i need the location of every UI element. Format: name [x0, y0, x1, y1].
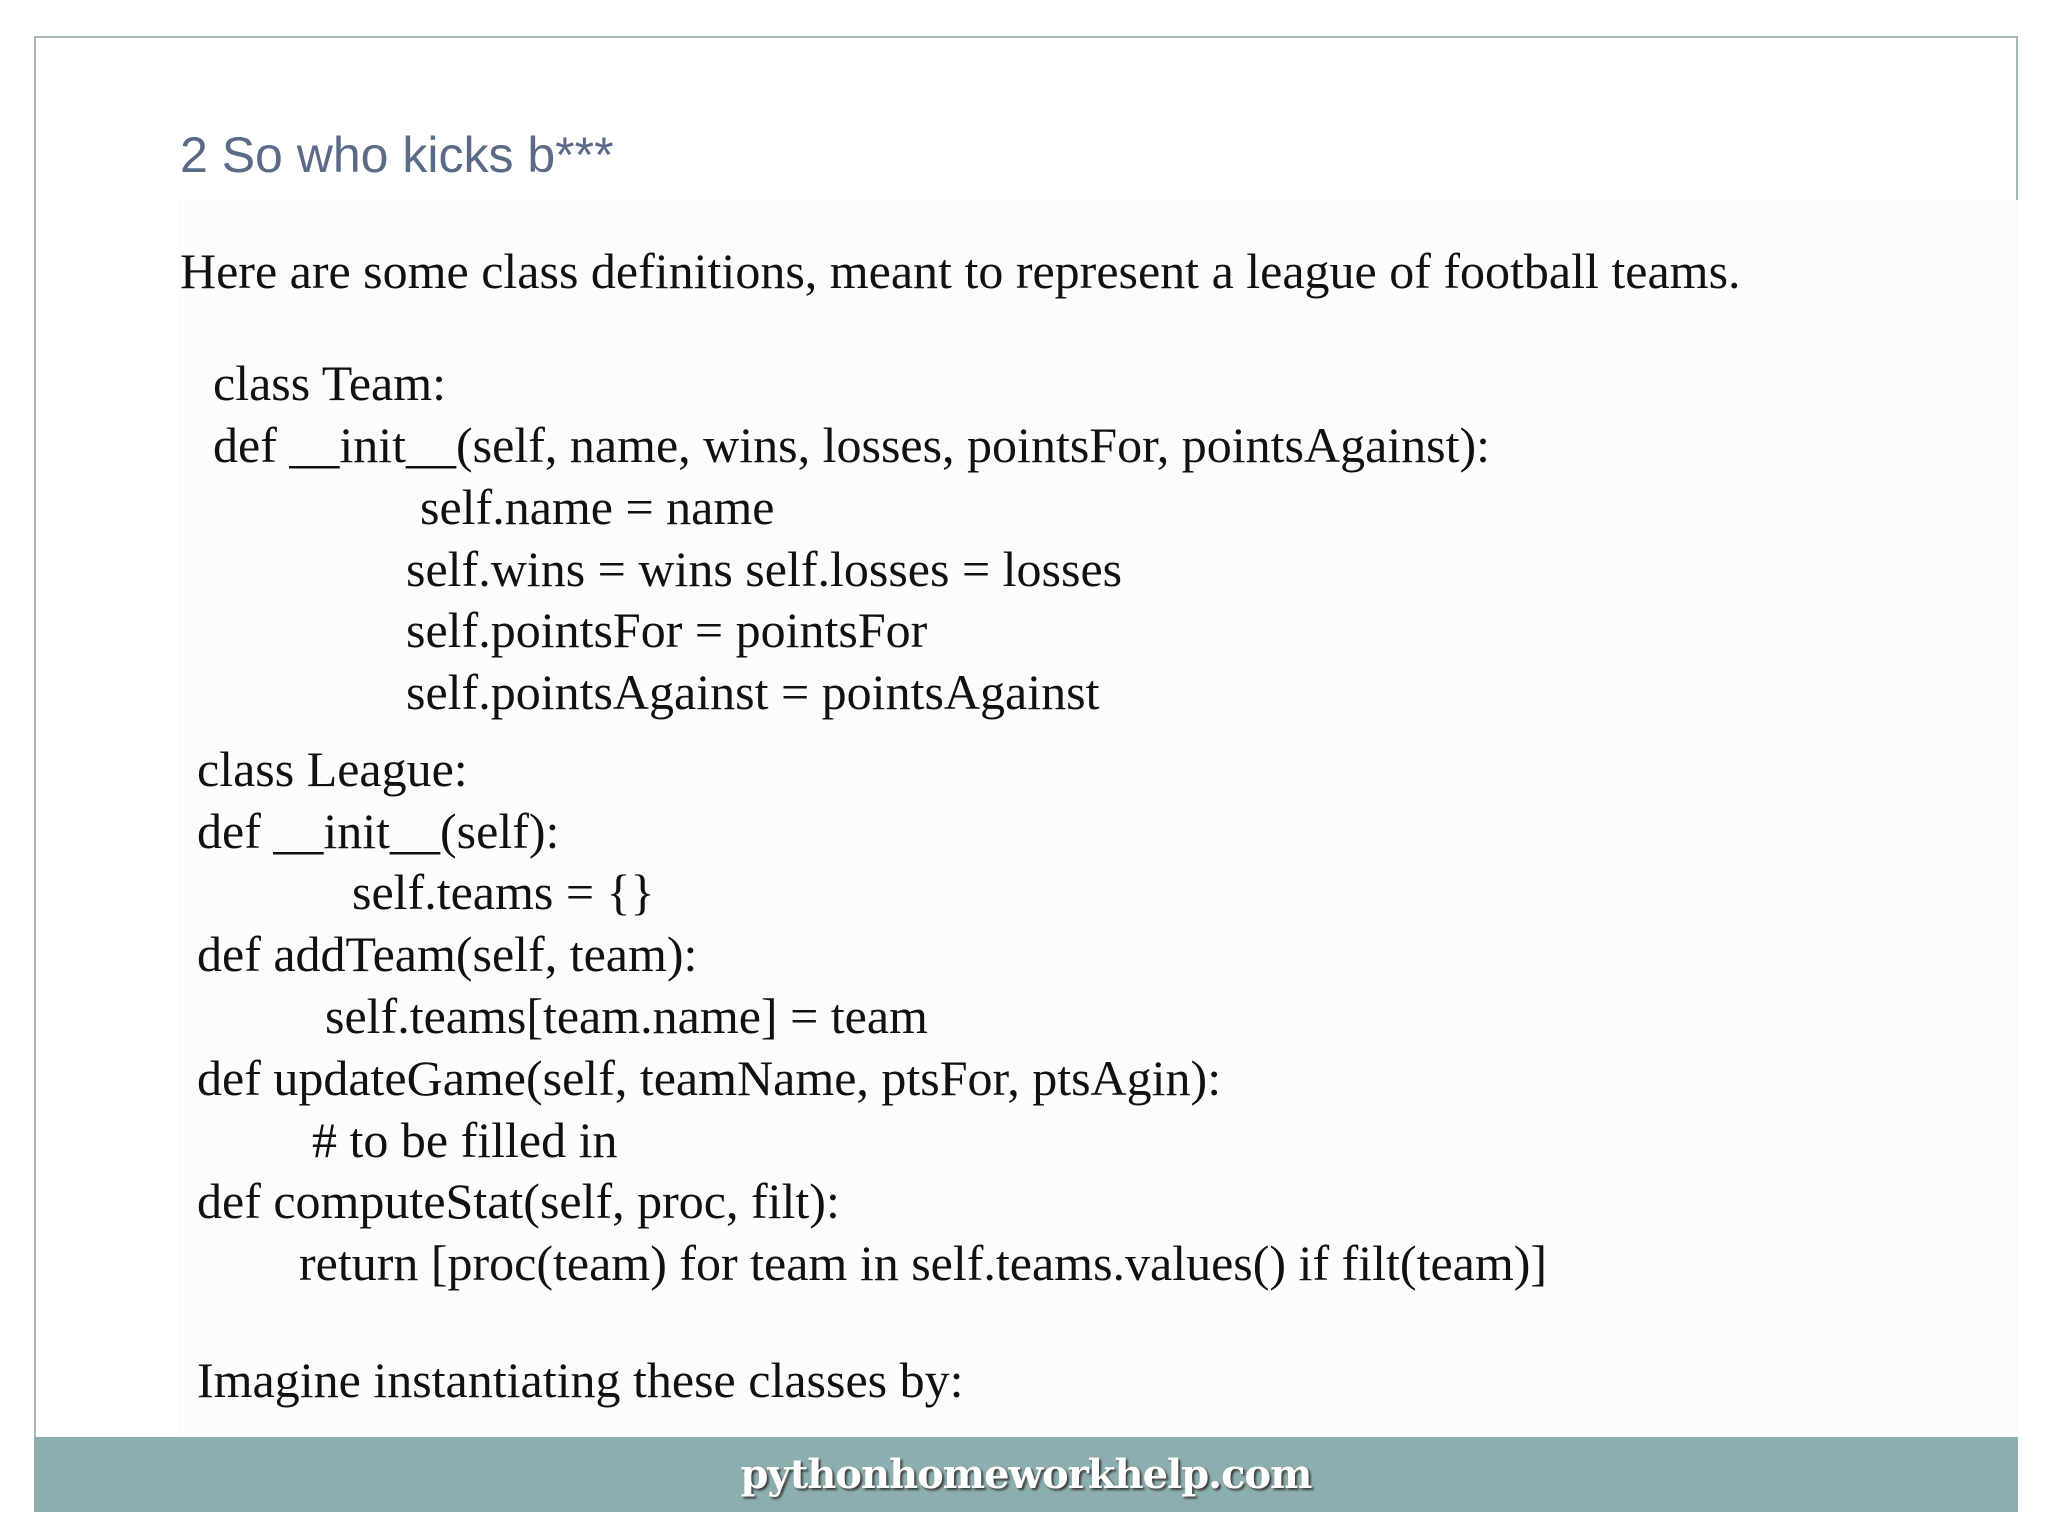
footer-bar — [34, 1437, 2018, 1512]
code-team-points-for: self.pointsFor = pointsFor — [406, 602, 928, 658]
slide-title: 2 So who kicks b*** — [180, 127, 614, 183]
code-add-team-def: def addTeam(self, team): — [197, 926, 698, 982]
code-update-game-body: # to be filled in — [312, 1112, 618, 1168]
code-compute-stat-body: return [proc(team) for team in self.teams.values() if filt(team)] — [299, 1235, 1548, 1291]
code-team-name: self.name = name — [420, 479, 775, 535]
code-add-team-body: self.teams[team.name] = team — [325, 988, 928, 1044]
code-league-teams: self.teams = {} — [352, 864, 655, 920]
code-team-points-against: self.pointsAgainst = pointsAgainst — [406, 664, 1100, 720]
code-league-class: class League: — [197, 741, 468, 797]
footer-watermark: pythonhomeworkhelp.com — [740, 1451, 1312, 1498]
intro-text: Here are some class definitions, meant to represent a league of football teams. — [180, 243, 1741, 299]
outro-text: Imagine instantiating these classes by: — [197, 1352, 964, 1408]
code-league-init-def: def __init__(self): — [197, 803, 560, 859]
code-team-init-def: def __init__(self, name, wins, losses, pointsFor, pointsAgainst): — [213, 417, 1491, 473]
code-team-class: class Team: — [213, 355, 447, 411]
code-update-game-def: def updateGame(self, teamName, ptsFor, ptsAgin): — [197, 1050, 1222, 1106]
code-team-wins-losses: self.wins = wins self.losses = losses — [406, 541, 1123, 597]
code-compute-stat-def: def computeStat(self, proc, filt): — [197, 1173, 840, 1229]
